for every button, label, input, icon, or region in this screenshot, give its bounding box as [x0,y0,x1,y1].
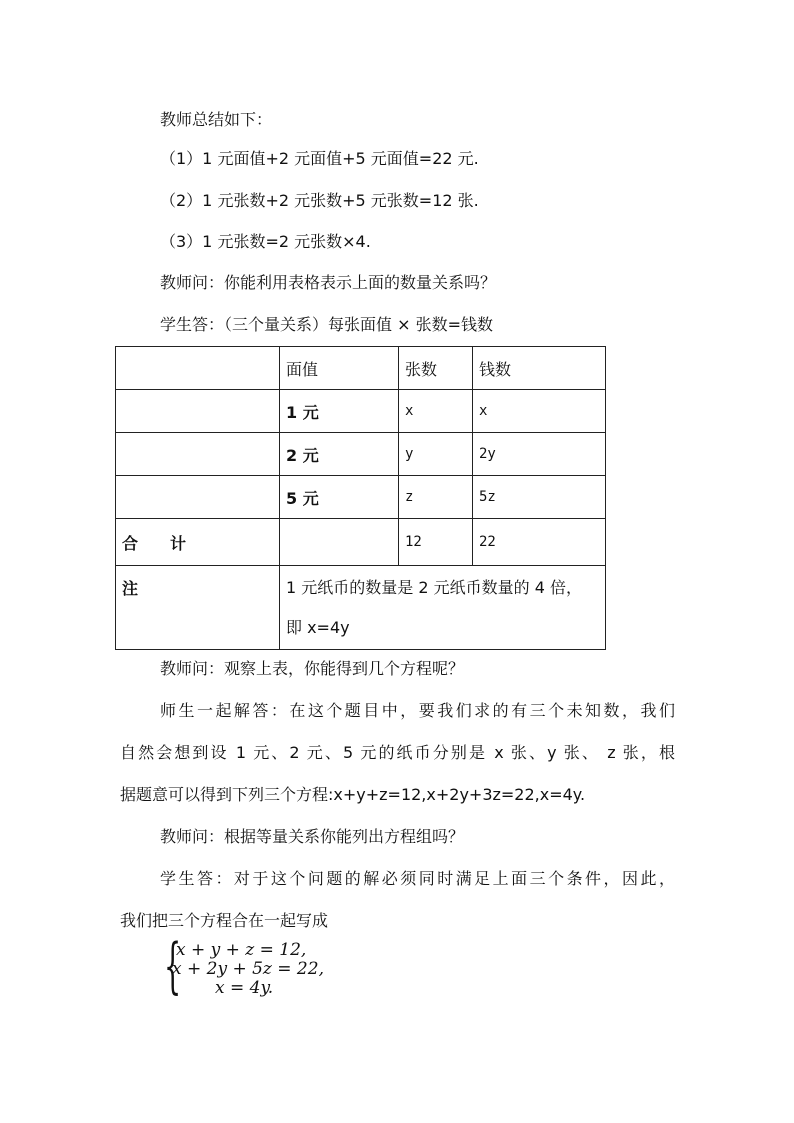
note-line-1: 1 元纸币的数量是 2 元纸币数量的 4 倍， [286,577,582,597]
table-cell [116,433,280,476]
table-row [116,476,606,519]
equation-2: x + 2y + 5z = 22, [172,959,324,979]
table-total-row [116,519,606,566]
student-answer-relation: 学生答：（三个量关系）每张面值 × 张数=钱数 [160,315,493,334]
total-amount: 22 [473,519,606,566]
table-header-row [116,347,606,390]
left-brace-icon: { [164,931,182,1001]
table-row [116,390,606,433]
teacher-question-equations: 教师问：观察上表，你能得到几个方程呢？ [160,659,465,678]
note-content [280,566,606,650]
table-cell: z [399,476,473,519]
note-line-2: 即 x=4y [286,617,350,637]
joint-answer-line-1: 师生一起解答：在这个题目中，要我们求的有三个未知数，我们 [160,701,675,720]
summary-item-3: （3）1 元张数=2 元张数×4. [160,232,371,251]
table-cell: x [399,390,473,433]
student-answer-line-1: 学生答：对于这个问题的解必须同时满足上面三个条件，因此， [160,869,675,888]
table-cell: 2 元 [280,433,399,476]
table-cell: x [473,390,606,433]
table-cell: 2y [473,433,606,476]
table-note-row [116,566,606,650]
summary-item-1: （1）1 元面值+2 元面值+5 元面值=22 元. [160,149,479,168]
table-header-cell [116,347,280,390]
summary-item-2: （2）1 元张数+2 元张数+5 元张数=12 张. [160,191,479,210]
equation-3: x = 4y. [215,978,274,998]
quantity-table [115,346,606,650]
table-cell [116,476,280,519]
table-row [116,433,606,476]
joint-answer-line-2: 自然会想到设 1 元、2 元、5 元的纸币分别是 x 张、y 张、 z 张，根 [120,743,675,762]
table-cell: y [399,433,473,476]
table-header-cell: 钱数 [473,347,606,390]
table-cell [280,519,399,566]
table-cell: 1 元 [280,390,399,433]
joint-answer-line-3: 据题意可以得到下列三个方程:x+y+z=12,x+2y+3z=22,x=4y. [120,785,586,804]
table-header-cell: 面值 [280,347,399,390]
teacher-question-table: 教师问：你能利用表格表示上面的数量关系吗？ [160,273,497,292]
equation-1: x + y + z = 12, [176,940,307,960]
equation-system [164,931,344,1001]
student-answer-line-2: 我们把三个方程合在一起写成 [120,911,329,930]
table-header-cell: 张数 [399,347,473,390]
table-cell: 5 元 [280,476,399,519]
total-label: 合 计 [116,519,280,566]
table-cell [116,390,280,433]
paragraph-teacher-summary: 教师总结如下： [160,110,273,129]
note-label: 注 [116,566,280,650]
total-count: 12 [399,519,473,566]
table-cell: 5z [473,476,606,519]
teacher-question-system: 教师问：根据等量关系你能列出方程组吗？ [160,827,465,846]
